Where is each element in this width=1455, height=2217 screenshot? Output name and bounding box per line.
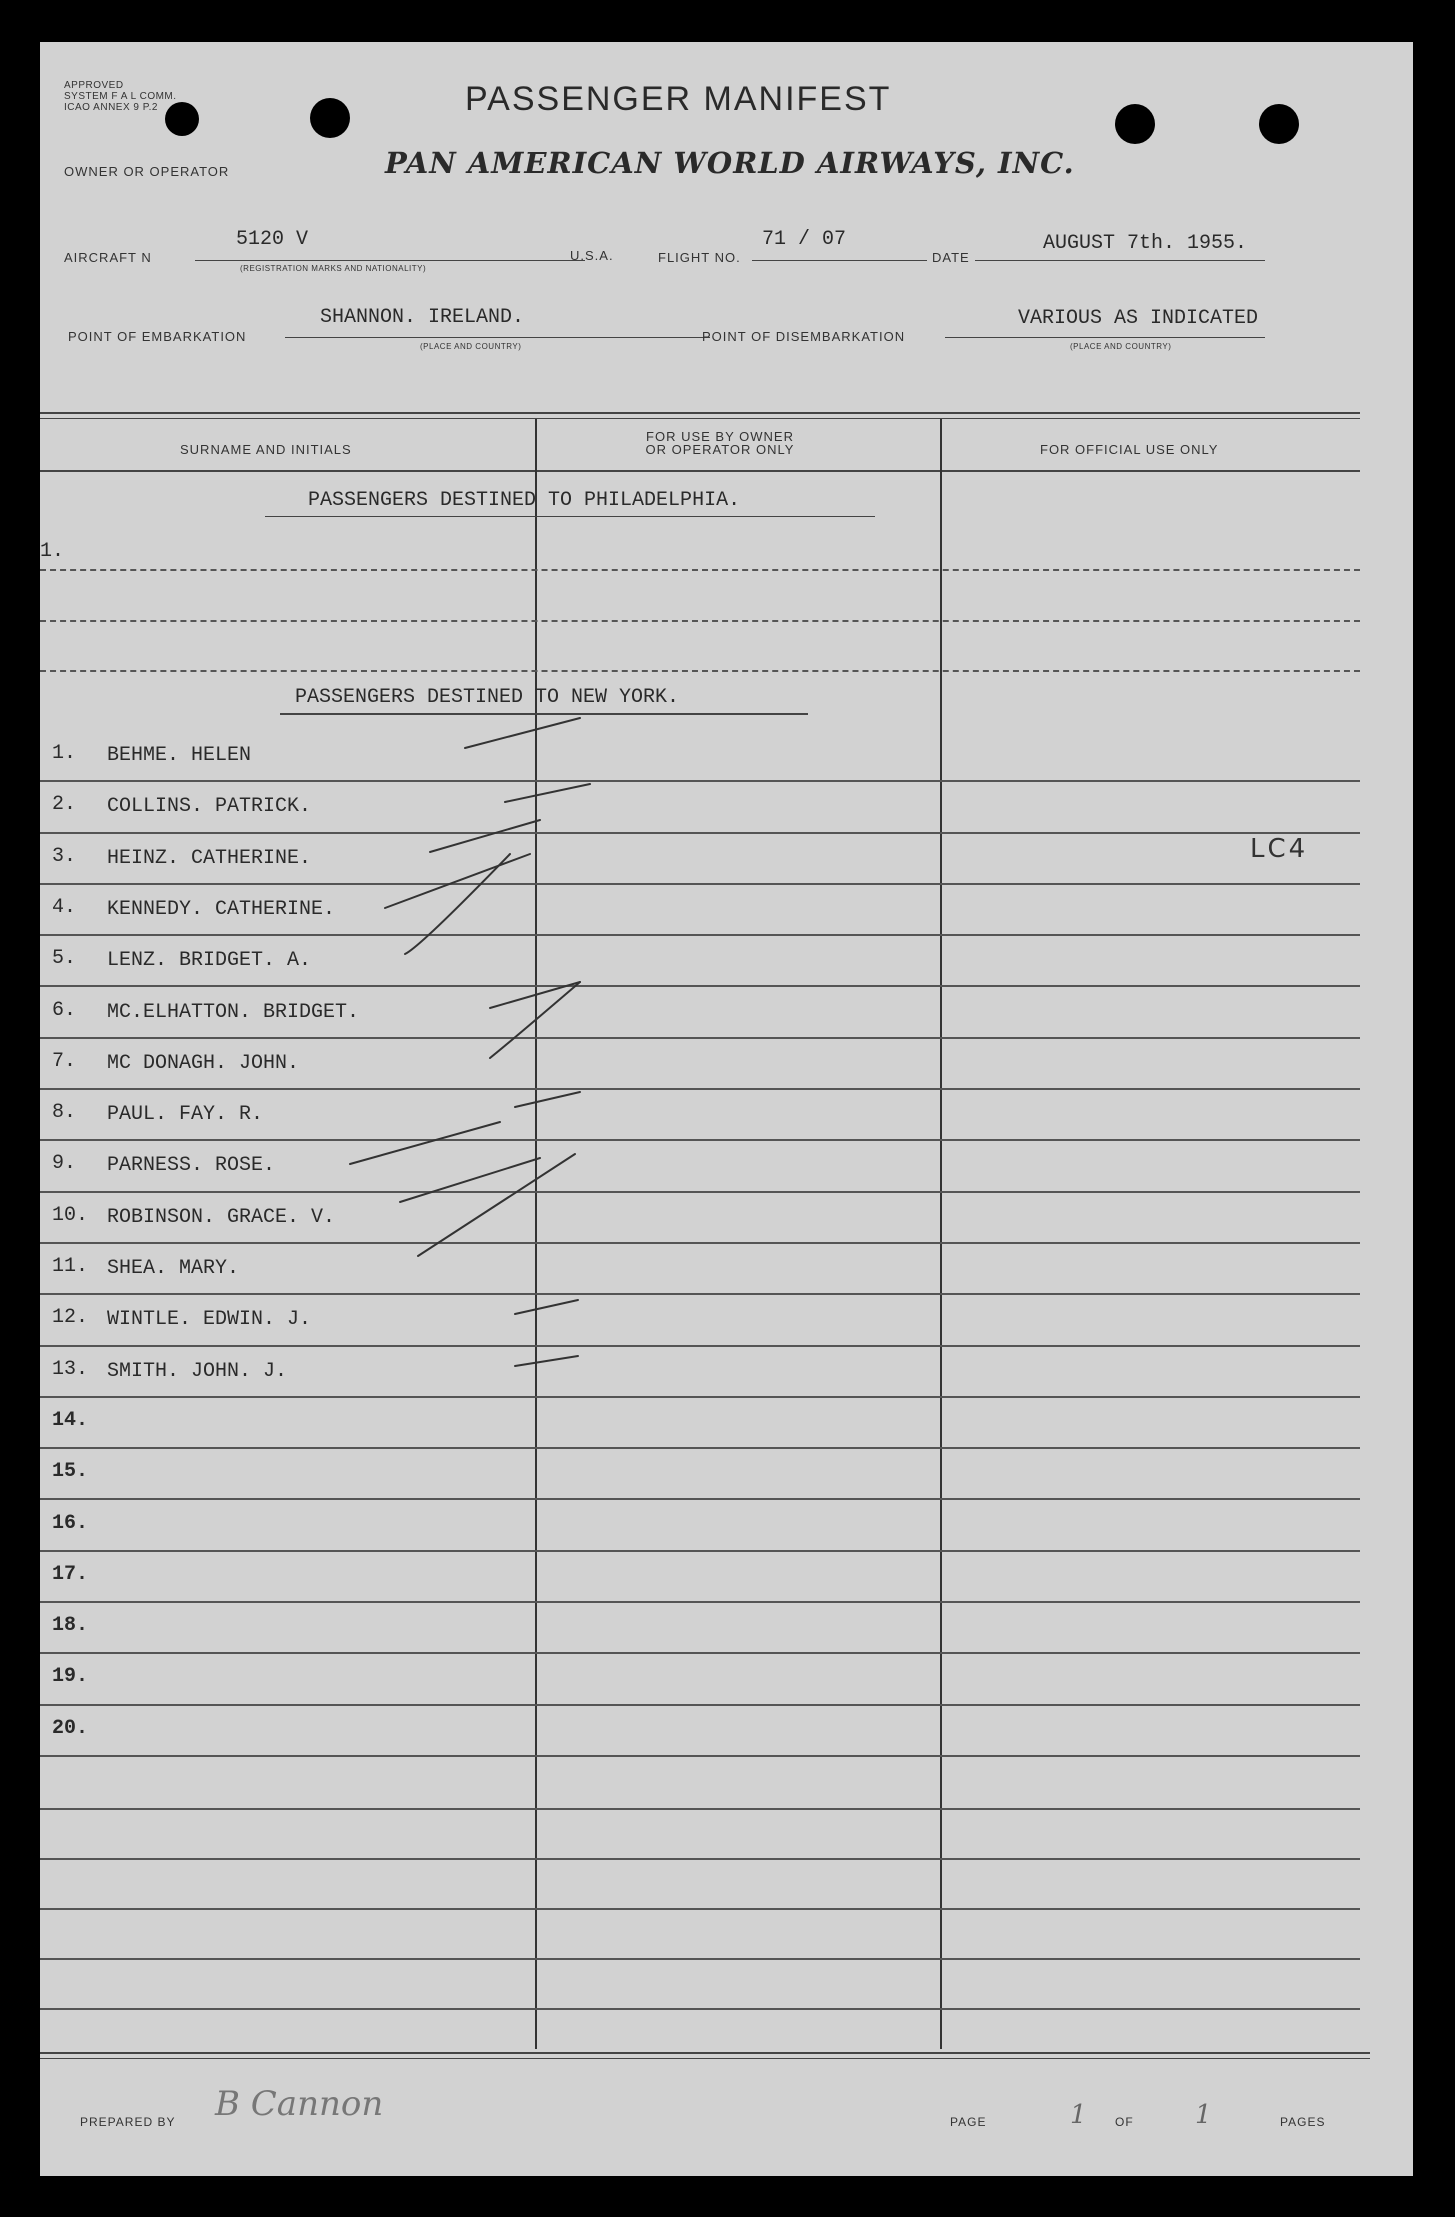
embarkation-label: POINT OF EMBARKATION [68, 329, 247, 344]
passenger-name: COLLINS. PATRICK. [107, 795, 312, 819]
row-number: 7. [52, 1049, 77, 1073]
row-number: 17. [52, 1562, 89, 1586]
embarkation-value: SHANNON. IRELAND. [320, 306, 525, 329]
aircraft-registration: 5120 V [236, 228, 309, 251]
page-label: PAGE [950, 2115, 987, 2129]
passenger-name: PARNESS. ROSE. [107, 1154, 276, 1178]
row-number: 9. [52, 1152, 77, 1176]
row-number: 15. [52, 1460, 89, 1484]
check-mark-stroke [490, 982, 580, 1058]
row-number: 4. [52, 895, 77, 919]
row-number: 10. [52, 1203, 89, 1227]
page-number: 1 [1070, 2100, 1087, 2130]
row-number: 13. [52, 1357, 89, 1381]
approval-line: APPROVED [64, 80, 124, 91]
check-mark-stroke [515, 1300, 578, 1314]
row-number: 6. [52, 998, 77, 1022]
approval-line: ICAO ANNEX 9 P.2 [64, 102, 158, 113]
disembarkation-note: (PLACE AND COUNTRY) [1070, 342, 1172, 351]
page-total: 1 [1195, 2100, 1212, 2130]
check-mark-stroke [515, 1356, 578, 1366]
row-number: 14. [52, 1408, 89, 1432]
pages-label: PAGES [1280, 2115, 1326, 2129]
passenger-name: KENNEDY. CATHERINE. [107, 897, 336, 921]
prepared-by-label: PREPARED BY [80, 2115, 176, 2129]
check-mark-stroke [400, 1158, 540, 1202]
check-mark-stroke [465, 718, 580, 748]
check-marks [40, 42, 1413, 2176]
manifest-sheet [40, 42, 1413, 2176]
check-mark-stroke [418, 1154, 575, 1256]
flight-number: 71 / 07 [762, 228, 847, 251]
embarkation-note: (PLACE AND COUNTRY) [420, 342, 522, 351]
official-use-note: LC4 [1250, 834, 1309, 864]
row-number: 8. [52, 1101, 77, 1125]
passenger-name: LENZ. BRIDGET. A. [107, 949, 312, 973]
aircraft-label: AIRCRAFT N [64, 250, 152, 265]
form-title: PASSENGER MANIFEST [465, 80, 892, 118]
column-header-surname: SURNAME AND INITIALS [180, 442, 352, 457]
preparer-signature: B Cannon [215, 2084, 384, 2124]
row-number: 16. [52, 1511, 89, 1535]
section-heading-new-york: PASSENGERS DESTINED TO NEW YORK. [295, 686, 680, 709]
check-mark-stroke [505, 784, 590, 802]
check-mark-stroke [350, 1122, 500, 1164]
section-heading-philadelphia: PASSENGERS DESTINED TO PHILADELPHIA. [308, 489, 741, 512]
owner-label: OWNER OR OPERATOR [64, 164, 230, 179]
row-number: 20. [52, 1716, 89, 1740]
approval-line: SYSTEM F A L COMM. [64, 91, 177, 102]
column-header-owner-use: FOR USE BY OWNER OR OPERATOR ONLY [645, 429, 795, 457]
passenger-name: ROBINSON. GRACE. V. [107, 1205, 336, 1229]
row-number: 5. [52, 947, 77, 971]
check-mark-stroke [490, 982, 580, 1008]
check-mark-stroke [430, 820, 540, 852]
company-name: PAN AMERICAN WORLD AIRWAYS, INC. [385, 146, 1075, 180]
passenger-name: SMITH. JOHN. J. [107, 1359, 288, 1383]
passenger-name: PAUL. FAY. R. [107, 1103, 264, 1127]
row-number: 19. [52, 1665, 89, 1689]
row-number: 12. [52, 1306, 89, 1330]
passenger-name: WINTLE. EDWIN. J. [107, 1308, 312, 1332]
flight-label: FLIGHT NO. [658, 250, 741, 265]
disembarkation-value: VARIOUS AS INDICATED [1018, 307, 1259, 330]
row-number: 11. [52, 1255, 89, 1278]
column-header-official: FOR OFFICIAL USE ONLY [1040, 442, 1219, 457]
usa-label: U.S.A. [570, 248, 614, 263]
passenger-name: SHEA. MARY. [107, 1257, 240, 1280]
check-mark-stroke [515, 1092, 580, 1107]
date-label: DATE [932, 250, 970, 265]
passenger-name: MC DONAGH. JOHN. [107, 1051, 300, 1075]
aircraft-note: (REGISTRATION MARKS AND NATIONALITY) [240, 264, 427, 273]
row-number: 2. [52, 793, 77, 817]
row-number: 18. [52, 1614, 89, 1638]
passenger-name: HEINZ. CATHERINE. [107, 846, 312, 870]
check-mark-stroke [405, 854, 510, 954]
disembarkation-label: POINT OF DISEMBARKATION [702, 329, 906, 344]
row-number: 1. [40, 540, 65, 563]
check-mark-stroke [385, 854, 530, 908]
passenger-name: MC.ELHATTON. BRIDGET. [107, 1000, 360, 1024]
of-label: OF [1115, 2115, 1134, 2129]
passenger-name: BEHME. HELEN [107, 744, 252, 767]
flight-date: AUGUST 7th. 1955. [1043, 232, 1248, 255]
row-number: 3. [52, 844, 77, 868]
row-number: 1. [52, 742, 77, 765]
